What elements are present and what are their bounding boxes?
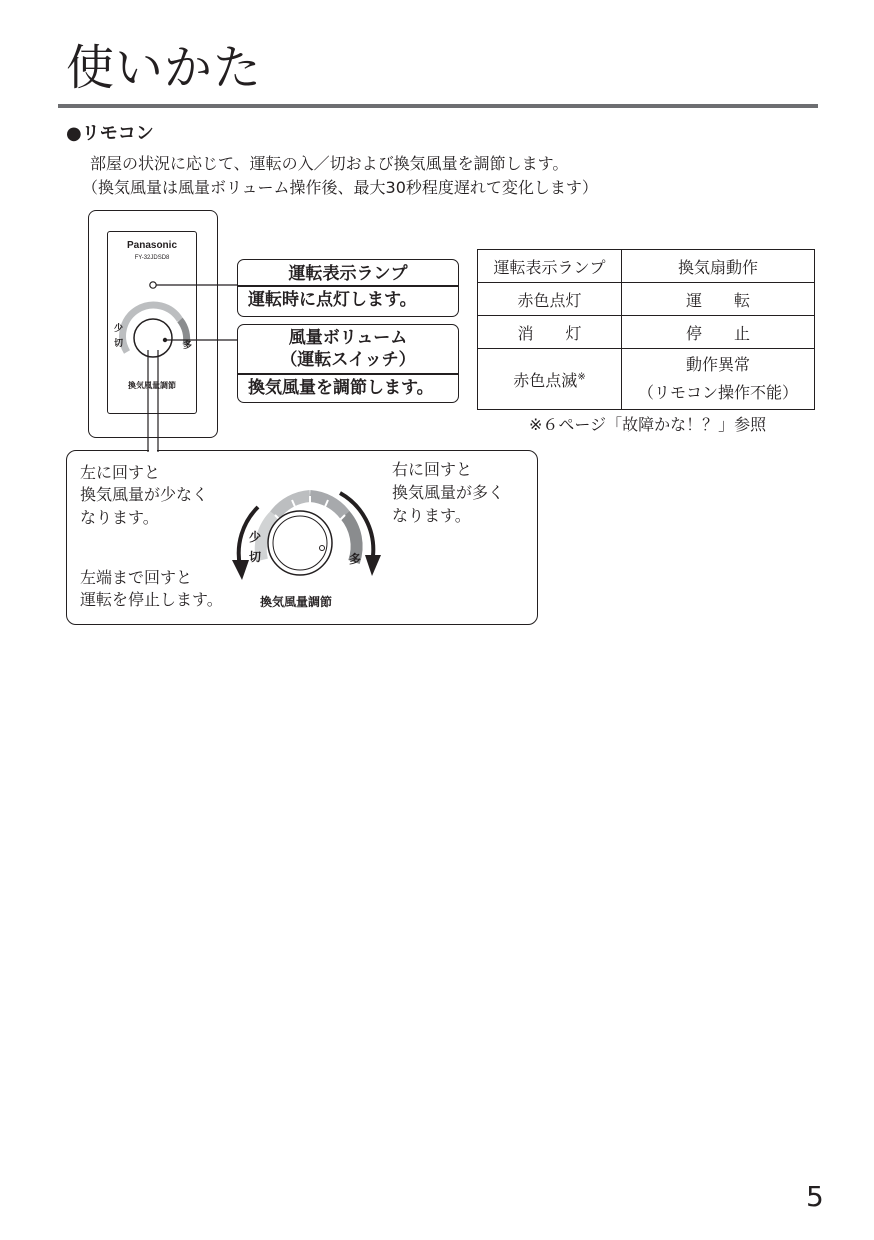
- right-turn-text: 換気風量が多く: [392, 483, 505, 502]
- knob-label-high: 多: [349, 552, 362, 566]
- page-number: 5: [806, 1180, 824, 1213]
- stop-text: 左端まで回すと: [80, 568, 193, 587]
- table-footnote: ※６ページ「故障かな！？」参照: [529, 415, 767, 434]
- page-title: 使いかた: [66, 40, 263, 96]
- table-cell: 停 止: [622, 316, 815, 349]
- lamp-callout-desc: 運転時に点灯します。: [248, 289, 417, 310]
- knob-caption: 換気風量調節: [260, 595, 333, 609]
- right-turn-text: 右に回すと: [392, 460, 473, 479]
- intro-note: （換気風量は風量ボリューム操作後、最大30秒程度遅れて変化します）: [82, 178, 598, 197]
- right-turn-text: なります。: [392, 506, 471, 525]
- left-turn-text: 換気風量が少なく: [80, 485, 209, 504]
- knob-icon: [268, 511, 332, 575]
- table-cell: 消 灯: [478, 316, 622, 349]
- table-header: 換気扇動作: [622, 250, 815, 283]
- lamp-callout-title: 運転表示ランプ: [288, 264, 408, 284]
- table-cell-line: 動作異常: [685, 355, 750, 374]
- left-turn-text: なります。: [80, 508, 159, 527]
- section-heading: ●リモコン: [66, 123, 154, 144]
- remote-label-high: 多: [183, 341, 193, 351]
- knob-label-low: 少: [249, 530, 262, 544]
- remote-label-low: 少: [114, 324, 124, 334]
- volume-callout-desc: 換気風量を調節します。: [248, 377, 434, 398]
- table-cell-text: 赤色点滅: [513, 370, 578, 390]
- table-cell-line: （リモコン操作不能）: [637, 383, 798, 402]
- stop-text: 運転を停止します。: [80, 590, 223, 609]
- brand-logo: Panasonic: [126, 240, 178, 251]
- remote-label-off: 切: [114, 339, 124, 349]
- table-cell: 運 転: [622, 283, 815, 316]
- remote-knob-label: 換気風量調節: [128, 381, 176, 390]
- table-cell: 赤色点灯: [478, 283, 622, 316]
- model-number: FY-32JDSD8: [134, 255, 170, 261]
- volume-callout-title: 風量ボリューム: [288, 328, 408, 348]
- footnote-mark: ※: [577, 371, 586, 383]
- knob-label-off: 切: [249, 550, 262, 564]
- left-turn-text: 左に回すと: [80, 463, 161, 482]
- intro-text: 部屋の状況に応じて、運転の入／切および換気風量を調節します。: [90, 154, 569, 173]
- volume-callout-subtitle: （運転スイッチ）: [280, 350, 416, 370]
- table-header: 運転表示ランプ: [478, 250, 622, 283]
